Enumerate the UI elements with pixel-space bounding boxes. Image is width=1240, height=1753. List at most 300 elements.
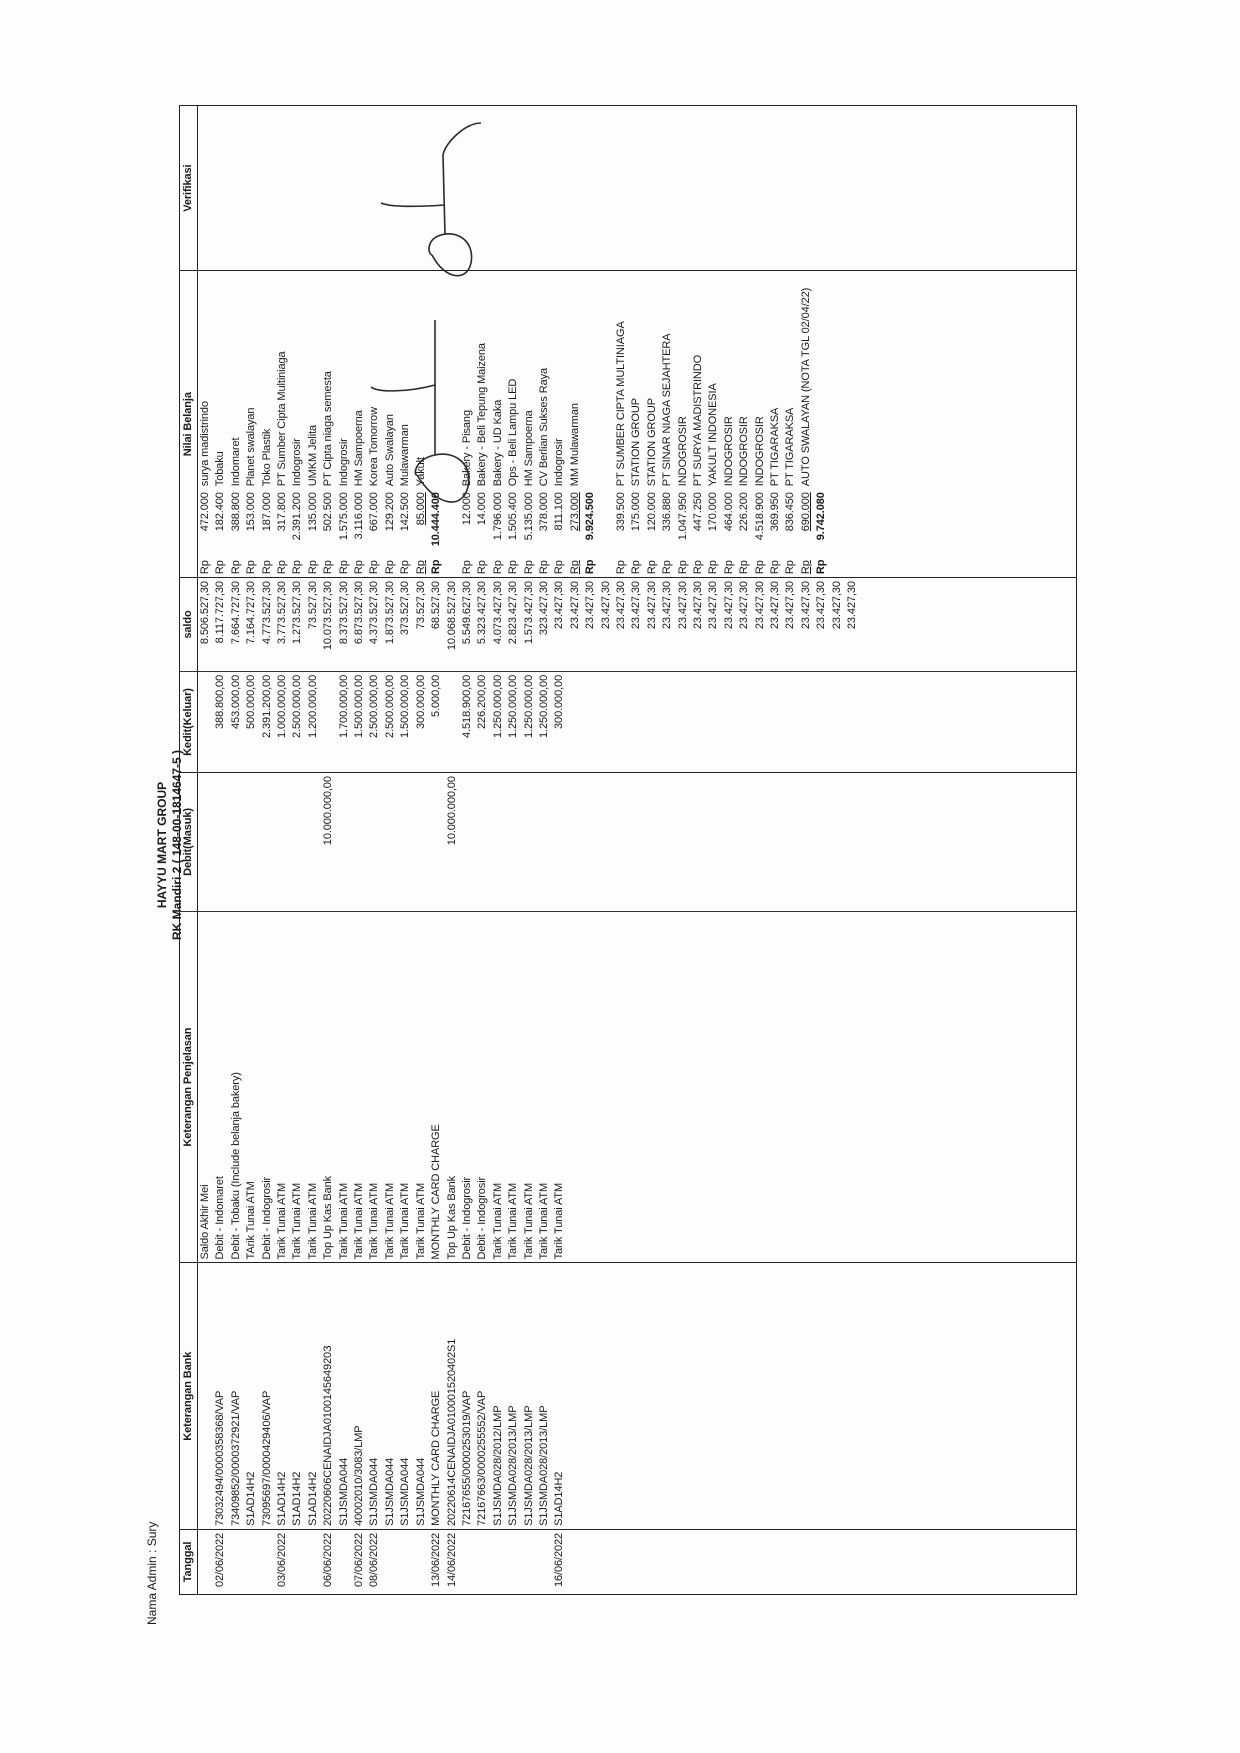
cell-saldo: [953, 578, 968, 672]
cell-debit: [537, 773, 552, 912]
cell-kredit: [953, 671, 968, 772]
cell-debit: [244, 773, 259, 912]
cell-verifikasi: [907, 106, 922, 271]
cell-saldo: 73.527,30: [306, 578, 321, 672]
cell-saldo: 8.373.527,30: [337, 578, 352, 672]
cell-keterangan-bank: [845, 1263, 860, 1529]
cell-debit: [260, 773, 275, 912]
cell-nama-toko: [599, 271, 614, 489]
cell-verifikasi: [1061, 106, 1077, 271]
cell-rp: Rp: [322, 560, 335, 575]
cell-nilai-belanja: 388.800: [229, 492, 242, 532]
cell-kredit: [937, 671, 952, 772]
cell-keterangan-penjelasan: [1061, 911, 1077, 1263]
cell-saldo: 23.427,30: [830, 578, 845, 672]
cell-debit: [876, 773, 891, 912]
cell-saldo: 23.427,30: [614, 578, 629, 672]
cell-nama-toko: Indogrosir: [552, 271, 567, 489]
cell-rp: [907, 555, 922, 577]
cell-verifikasi: [352, 106, 367, 271]
cell-verifikasi: [845, 106, 860, 271]
cell-debit: [722, 773, 737, 912]
cell-keterangan-penjelasan: Debit - Indogrosir: [260, 911, 275, 1263]
cell-tanggal: [706, 1529, 721, 1594]
cell-saldo: 373.527,30: [398, 578, 413, 672]
table-row: [198, 106, 214, 1595]
cell-keterangan-bank: [568, 1263, 583, 1529]
cell-nilai-belanja: 153.000: [245, 492, 258, 532]
cell-keterangan-bank: 73032494/0000358368/VAP: [213, 1263, 228, 1529]
cell-rp: Rp: [799, 560, 812, 575]
cell-tanggal: [337, 1529, 352, 1594]
table-row: [953, 106, 968, 1595]
cell-keterangan-penjelasan: [984, 911, 999, 1263]
cell-keterangan-bank: [583, 1263, 598, 1529]
cell-keterangan-bank: 40002010/3083/LMP: [352, 1263, 367, 1529]
cell-nilai-belanja: 336.880: [661, 492, 674, 532]
cell-saldo: [1061, 578, 1077, 672]
cell-kredit: [984, 671, 999, 772]
cell-nilai-belanja: 447.250: [692, 492, 704, 532]
cell-verifikasi: [460, 106, 475, 271]
cell-kredit: 4.518.900,00: [460, 671, 475, 772]
cell-verifikasi: [614, 106, 629, 271]
cell-debit: [275, 773, 290, 912]
cell-keterangan-bank: MONTHLY CARD CHARGE: [429, 1263, 444, 1529]
cell-saldo: 10.073.527,30: [321, 578, 336, 672]
cell-rp: [599, 555, 614, 577]
cell-debit: [198, 773, 214, 912]
cell-rp: Rp: [214, 560, 227, 575]
cell-debit: [414, 773, 429, 912]
cell-saldo: 23.427,30: [676, 578, 691, 672]
cell-tanggal: [999, 1529, 1014, 1594]
table-row: [260, 106, 275, 1595]
cell-nilai-belanja: 9.742.080: [815, 492, 828, 541]
cell-saldo: 73.527,30: [414, 578, 429, 672]
table-row: [845, 106, 860, 1595]
cell-nilai-belanja: 317.800: [276, 492, 289, 532]
cell-nama-toko: [984, 271, 999, 489]
cell-kredit: 1.700.000,00: [337, 671, 352, 772]
cell-nilai-belanja: [968, 489, 983, 555]
cell-nilai-belanja: [984, 489, 999, 555]
cell-saldo: 1.573.427,30: [522, 578, 537, 672]
cell-rp: Rp: [260, 560, 273, 575]
cell-saldo: 23.427,30: [691, 578, 706, 672]
cell-saldo: 7.664.727,30: [229, 578, 244, 672]
cell-kredit: [1030, 671, 1045, 772]
cell-rp: [876, 555, 891, 577]
cell-tanggal: [891, 1529, 906, 1594]
cell-tanggal: [460, 1529, 475, 1594]
cell-nama-toko: STATION GROUP: [645, 271, 660, 489]
cell-nama-toko: HM Sampoerna: [352, 271, 367, 489]
cell-tanggal: [691, 1529, 706, 1594]
cell-debit: [999, 773, 1014, 912]
cell-nilai-belanja: 1.575.000: [337, 492, 350, 541]
cell-nama-toko: Tobaku: [213, 271, 228, 489]
cell-keterangan-bank: S1AD14H2: [244, 1263, 259, 1529]
cell-verifikasi: [814, 106, 829, 271]
table-row: [244, 106, 259, 1595]
cell-rp: [1045, 555, 1060, 577]
cell-keterangan-bank: 73409852/0000372921/VAP: [229, 1263, 244, 1529]
table-row: [984, 106, 999, 1595]
cell-keterangan-penjelasan: Tarik Tunai ATM: [552, 911, 567, 1263]
cell-nama-toko: STATION GROUP: [629, 271, 644, 489]
table-row: [706, 106, 721, 1595]
cell-verifikasi: [706, 106, 721, 271]
cell-kredit: [783, 671, 798, 772]
cell-kredit: [660, 671, 675, 772]
cell-nilai-belanja: [845, 489, 860, 555]
cell-keterangan-penjelasan: [660, 911, 675, 1263]
cell-debit: [814, 773, 829, 912]
cell-verifikasi: [583, 106, 598, 271]
cell-keterangan-bank: [676, 1263, 691, 1529]
cell-debit: [845, 773, 860, 912]
cell-verifikasi: [984, 106, 999, 271]
cell-rp: Rp: [815, 559, 828, 575]
cell-nama-toko: Bakery - UD Kaka: [491, 271, 506, 489]
table-row: [860, 106, 875, 1595]
cell-rp: Rp: [337, 560, 350, 575]
table-row: [645, 106, 660, 1595]
cell-nama-toko: HM Sampoerna: [522, 271, 537, 489]
cell-debit: [229, 773, 244, 912]
cell-saldo: 2.823.427,30: [506, 578, 521, 672]
cell-debit: [506, 773, 521, 912]
cell-debit: [799, 773, 814, 912]
cell-saldo: 23.427,30: [599, 578, 614, 672]
col-header-kredit: Kedit(Keluar): [180, 671, 198, 772]
cell-tanggal: [568, 1529, 583, 1594]
cell-nilai-belanja: [999, 489, 1014, 555]
cell-verifikasi: [306, 106, 321, 271]
cell-kredit: 1.500.000,00: [398, 671, 413, 772]
cell-keterangan-bank: 72167663/0000255552/VAP: [475, 1263, 490, 1529]
cell-kredit: [599, 671, 614, 772]
cell-debit: [583, 773, 598, 912]
cell-kredit: [1014, 671, 1029, 772]
table-row: [352, 106, 367, 1595]
cell-rp: Rp: [738, 560, 751, 575]
cell-nilai-belanja: 187.000: [260, 492, 273, 532]
cell-rp: Rp: [353, 560, 366, 575]
cell-verifikasi: [783, 106, 798, 271]
cell-tanggal: [907, 1529, 922, 1594]
cell-saldo: 23.427,30: [722, 578, 737, 672]
cell-rp: Rp: [661, 560, 674, 575]
cell-rp: Rp: [229, 560, 242, 575]
cell-nilai-belanja: 378.000: [537, 492, 550, 532]
cell-nama-toko: [876, 271, 891, 489]
cell-keterangan-penjelasan: MONTHLY CARD CHARGE: [429, 911, 444, 1263]
cell-rp: Rp: [614, 560, 627, 575]
cell-saldo: 6.873.527,30: [352, 578, 367, 672]
cell-nama-toko: [968, 271, 983, 489]
cell-nama-toko: INDOGROSIR: [676, 271, 691, 489]
table-row: [722, 106, 737, 1595]
cell-saldo: 23.427,30: [552, 578, 567, 672]
cell-nilai-belanja: 142.500: [399, 492, 412, 532]
cell-keterangan-penjelasan: Tarik Tunai ATM: [414, 911, 429, 1263]
col-header-keterangan-bank: Keterangan Bank: [180, 1263, 198, 1529]
cell-nama-toko: YAKULT INDONESIA: [706, 271, 721, 489]
cell-saldo: 10.068.527,30: [445, 578, 460, 672]
cell-kredit: [722, 671, 737, 772]
cell-verifikasi: [768, 106, 783, 271]
cell-keterangan-bank: [768, 1263, 783, 1529]
cell-nama-toko: Mulawarman: [398, 271, 413, 489]
cell-rp: Rp: [522, 560, 535, 575]
cell-keterangan-penjelasan: [706, 911, 721, 1263]
cell-tanggal: [229, 1529, 244, 1594]
cell-rp: [445, 555, 460, 577]
cell-nama-toko: Toko Plastik: [260, 271, 275, 489]
table-row: [799, 106, 814, 1595]
cell-nilai-belanja: 811.100: [553, 492, 566, 531]
cell-nama-toko: AUTO SWALAYAN (NOTA TGL 02/04/22): [799, 271, 814, 489]
cell-verifikasi: [537, 106, 552, 271]
cell-rp: [845, 555, 860, 577]
table-row: [398, 106, 413, 1595]
cell-rp: Rp: [568, 560, 581, 575]
cell-kredit: [845, 671, 860, 772]
cell-debit: [522, 773, 537, 912]
cell-kredit: [1045, 671, 1060, 772]
cell-rp: [1014, 555, 1029, 577]
cell-nama-toko: PT TIGARAKSA: [768, 271, 783, 489]
cell-tanggal: [506, 1529, 521, 1594]
cell-tanggal: [1014, 1529, 1029, 1594]
cell-verifikasi: [830, 106, 845, 271]
cell-kredit: [321, 671, 336, 772]
table-row: [676, 106, 691, 1595]
cell-keterangan-bank: [1061, 1263, 1077, 1529]
cell-debit: [552, 773, 567, 912]
cell-rp: Rp: [368, 560, 381, 575]
cell-keterangan-bank: [984, 1263, 999, 1529]
cell-kredit: [907, 671, 922, 772]
cell-tanggal: [645, 1529, 660, 1594]
cell-saldo: 23.427,30: [768, 578, 783, 672]
table-row: [614, 106, 629, 1595]
cell-keterangan-penjelasan: [937, 911, 952, 1263]
cell-nilai-belanja: [599, 489, 614, 555]
cell-rp: [830, 555, 845, 577]
cell-nama-toko: [445, 271, 460, 489]
report-subtitle: RK Mandiri 2 ( 148-00-1814647-5 ): [170, 749, 184, 941]
cell-debit: [753, 773, 768, 912]
table-row: [1045, 106, 1060, 1595]
table-row: [491, 106, 506, 1595]
cell-kredit: [568, 671, 583, 772]
cell-debit: [475, 773, 490, 912]
cell-rp: Rp: [722, 560, 735, 575]
cell-saldo: 23.427,30: [737, 578, 752, 672]
cell-verifikasi: [645, 106, 660, 271]
cell-tanggal: [722, 1529, 737, 1594]
cell-nama-toko: CV Berlian Sukses Raya: [537, 271, 552, 489]
table-row: [753, 106, 768, 1595]
cell-keterangan-bank: S1JSMDA044: [383, 1263, 398, 1529]
cell-nilai-belanja: [1061, 489, 1077, 555]
cell-tanggal: 02/06/2022: [213, 1529, 228, 1594]
cell-tanggal: [984, 1529, 999, 1594]
admin-name: Nama Admin : Sury: [145, 1521, 159, 1625]
table-row: [522, 106, 537, 1595]
cell-keterangan-bank: [968, 1263, 983, 1529]
cell-kredit: [706, 671, 721, 772]
cell-debit: [491, 773, 506, 912]
cell-rp: Rp: [553, 560, 566, 575]
cell-keterangan-penjelasan: [753, 911, 768, 1263]
cell-keterangan-penjelasan: Saldo Akhir Mei: [198, 911, 214, 1263]
cell-tanggal: 06/06/2022: [321, 1529, 336, 1594]
cell-keterangan-bank: 20220614CENAIDJA010001520402S1: [445, 1263, 460, 1529]
cell-verifikasi: [429, 106, 444, 271]
col-header-verifikasi: Verifikasi: [180, 106, 198, 271]
cell-keterangan-bank: [830, 1263, 845, 1529]
cell-nama-toko: [429, 271, 444, 489]
cell-nilai-belanja: 9.924.500: [584, 492, 597, 541]
cell-debit: [660, 773, 675, 912]
cell-saldo: 23.427,30: [645, 578, 660, 672]
cell-nilai-belanja: [891, 489, 906, 555]
cell-tanggal: [953, 1529, 968, 1594]
cell-nilai-belanja: 182.400: [214, 492, 227, 532]
cell-saldo: 4.073.427,30: [491, 578, 506, 672]
cell-tanggal: [629, 1529, 644, 1594]
cell-saldo: 5.323.427,30: [475, 578, 490, 672]
cell-nama-toko: Indogrosir: [290, 271, 305, 489]
table-row: [583, 106, 598, 1595]
table-row: [229, 106, 244, 1595]
cell-tanggal: [614, 1529, 629, 1594]
cell-kredit: [691, 671, 706, 772]
cell-tanggal: [1045, 1529, 1060, 1594]
cell-tanggal: [676, 1529, 691, 1594]
table-row: [275, 106, 290, 1595]
cell-keterangan-penjelasan: [583, 911, 598, 1263]
col-header-nilai-belanja: Nilai Belanja: [180, 271, 198, 578]
table-row: [599, 106, 614, 1595]
cell-nama-toko: Bakery - Pisang: [460, 271, 475, 489]
table-row: [768, 106, 783, 1595]
table-row: [290, 106, 305, 1595]
cell-tanggal: [583, 1529, 598, 1594]
cell-saldo: 23.427,30: [660, 578, 675, 672]
table-row: [337, 106, 352, 1595]
cell-nama-toko: UMKM Jelita: [306, 271, 321, 489]
cell-verifikasi: [799, 106, 814, 271]
cell-kredit: 1.000.000,00: [275, 671, 290, 772]
cell-verifikasi: [999, 106, 1014, 271]
cell-tanggal: [737, 1529, 752, 1594]
cell-keterangan-bank: S1JSMDA028/2012/LMP: [491, 1263, 506, 1529]
cell-keterangan-penjelasan: Tarik Tunai ATM: [491, 911, 506, 1263]
cell-nama-toko: PT Sumber Cipta Multiniaga: [275, 271, 290, 489]
cell-keterangan-penjelasan: [629, 911, 644, 1263]
cell-rp: Rp: [460, 560, 473, 575]
cell-debit: [629, 773, 644, 912]
cell-keterangan-bank: [629, 1263, 644, 1529]
cell-verifikasi: [213, 106, 228, 271]
cell-debit: [367, 773, 382, 912]
cell-kredit: 2.500.000,00: [290, 671, 305, 772]
cell-verifikasi: [414, 106, 429, 271]
cell-nama-toko: [922, 271, 937, 489]
cell-nama-toko: [953, 271, 968, 489]
cell-keterangan-penjelasan: [568, 911, 583, 1263]
cell-debit: [907, 773, 922, 912]
cell-nilai-belanja: 226.200: [738, 492, 751, 532]
cell-nilai-belanja: [922, 489, 937, 555]
table-row: [830, 106, 845, 1595]
cell-nilai-belanja: 10.444.400: [430, 492, 443, 547]
col-header-keterangan-penjelasan: Keterangan Penjelasan: [180, 911, 198, 1263]
cell-keterangan-bank: S1JSMDA044: [414, 1263, 429, 1529]
cell-keterangan-bank: S1JSMDA028/2013/LMP: [522, 1263, 537, 1529]
cell-keterangan-penjelasan: [814, 911, 829, 1263]
cell-debit: [460, 773, 475, 912]
cell-verifikasi: [891, 106, 906, 271]
cell-tanggal: [845, 1529, 860, 1594]
cell-debit: [383, 773, 398, 912]
table-body: [198, 106, 1077, 1595]
cell-keterangan-penjelasan: Tarik Tunai ATM: [383, 911, 398, 1263]
table-row: [783, 106, 798, 1595]
cell-nilai-belanja: [876, 489, 891, 555]
cell-kredit: [968, 671, 983, 772]
table-row: [737, 106, 752, 1595]
cell-kredit: 1.250.000,00: [506, 671, 521, 772]
cell-verifikasi: [922, 106, 937, 271]
cell-nama-toko: Ops - Beli Lampu LED: [506, 271, 521, 489]
cell-nilai-belanja: 5.135.000: [522, 492, 535, 541]
cell-rp: [1061, 555, 1077, 577]
cell-nilai-belanja: [860, 489, 875, 555]
cell-debit: [706, 773, 721, 912]
cell-saldo: [907, 578, 922, 672]
cell-keterangan-bank: [953, 1263, 968, 1529]
cell-debit: [830, 773, 845, 912]
col-header-saldo: saldo: [180, 578, 198, 672]
table-row: [922, 106, 937, 1595]
cell-nilai-belanja: 129.200: [383, 492, 396, 532]
cell-verifikasi: [876, 106, 891, 271]
cell-nilai-belanja: 502.500: [322, 492, 335, 532]
cell-kredit: [999, 671, 1014, 772]
cell-nilai-belanja: 14.000: [476, 492, 489, 526]
cell-kredit: [583, 671, 598, 772]
cell-debit: [352, 773, 367, 912]
cell-debit: [737, 773, 752, 912]
cell-saldo: 23.427,30: [583, 578, 598, 672]
table-row: [321, 106, 336, 1595]
cell-keterangan-penjelasan: [768, 911, 783, 1263]
cell-keterangan-bank: [722, 1263, 737, 1529]
cell-nama-toko: [891, 271, 906, 489]
cell-tanggal: 07/06/2022: [352, 1529, 367, 1594]
cell-keterangan-bank: 72167655/0000253019/VAP: [460, 1263, 475, 1529]
cell-kredit: [614, 671, 629, 772]
cell-nama-toko: Bakery - Beli Tepung Maizena: [475, 271, 490, 489]
cell-verifikasi: [599, 106, 614, 271]
cell-debit: [568, 773, 583, 912]
